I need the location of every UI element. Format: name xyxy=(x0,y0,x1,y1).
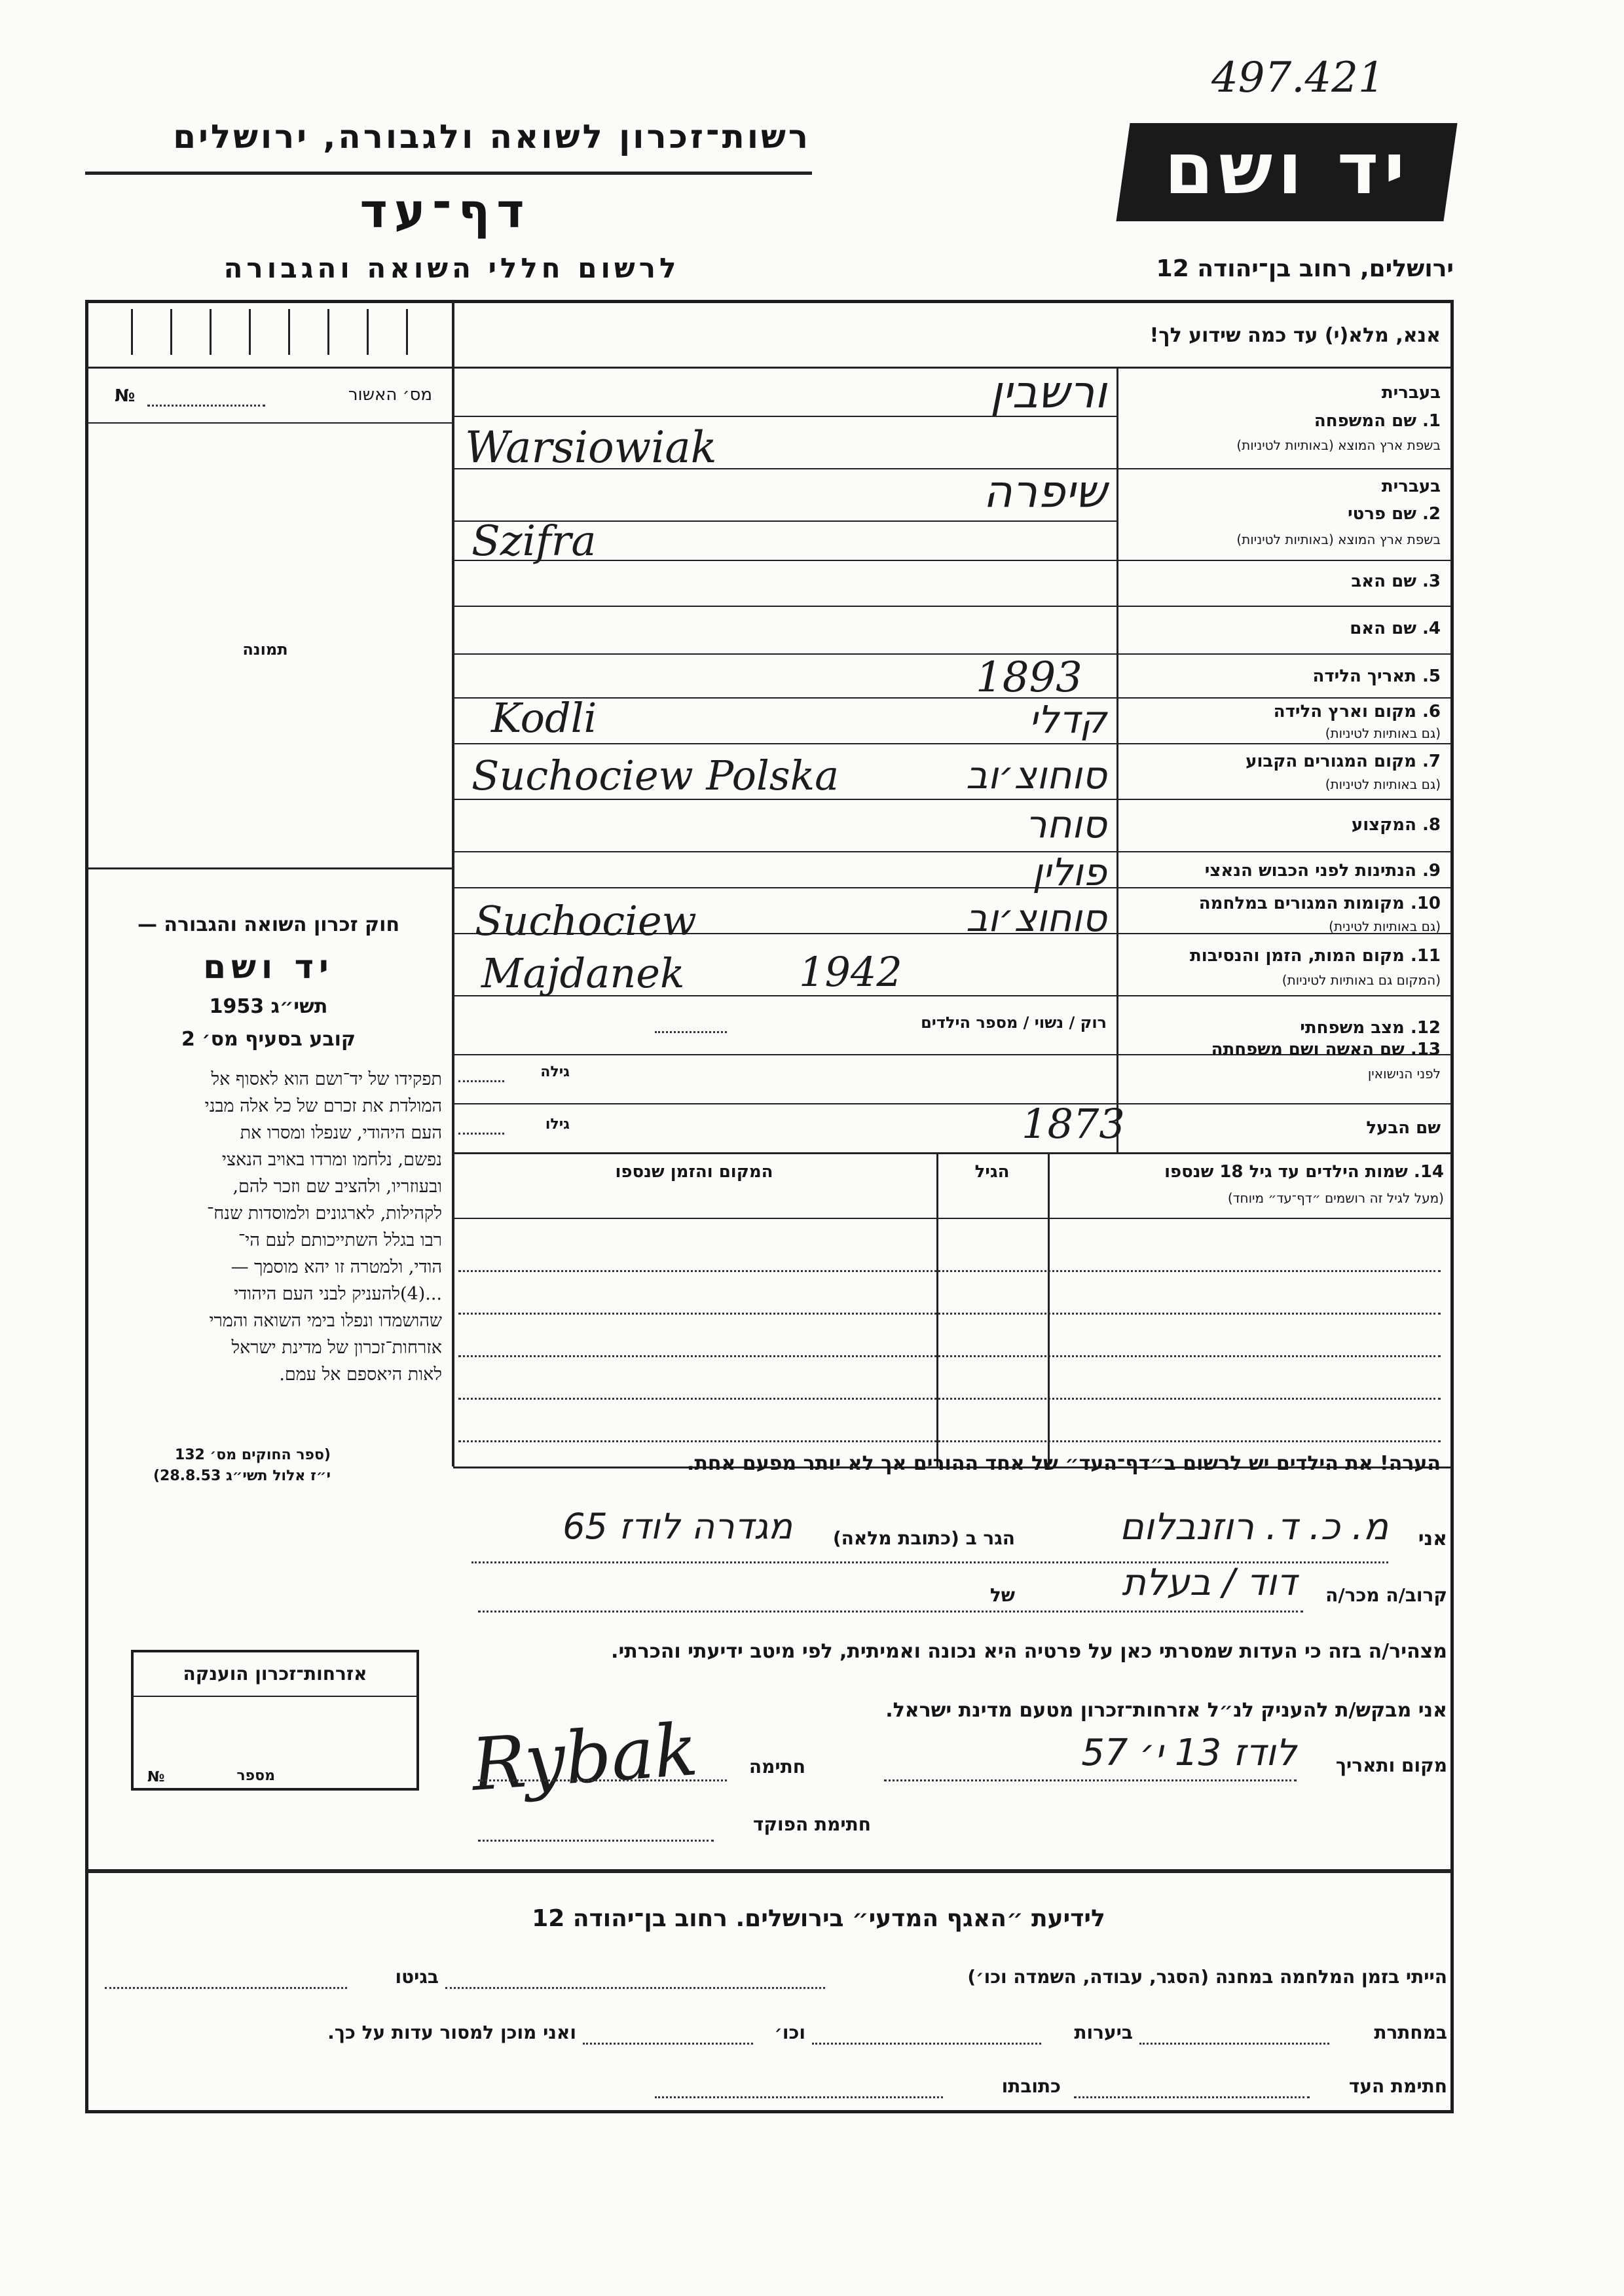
declarant-address: מגדרה לודז 65 xyxy=(563,1506,792,1547)
field-8-text: המקצוע xyxy=(1351,815,1416,835)
field-1-value-he: ורשבין xyxy=(989,367,1107,418)
institute-underline xyxy=(85,172,812,175)
declarant-i-label: אני xyxy=(1418,1527,1447,1550)
address: ירושלים, רחוב בן־יהודה 12 xyxy=(1156,255,1454,282)
in-hebrew-label-1: בעברית xyxy=(1381,383,1441,403)
footer-line1-b: בגיטו xyxy=(395,1966,439,1988)
photo-bottom-border xyxy=(86,867,452,869)
field-1-sub: בשפת ארץ המוצא (באותיות לטיניות) xyxy=(1236,437,1441,453)
relation-value: דוד / בעלת xyxy=(1122,1561,1297,1604)
field-5-num: 5. xyxy=(1422,666,1441,686)
footer-line1-a: הייתי בזמן המלחמה במחנה (הסגר, עבודה, השמדה וכו׳) xyxy=(967,1966,1447,1988)
declarant-name: מ. כ. ד. רוזנבלום xyxy=(1119,1506,1388,1548)
field-4-num: 4. xyxy=(1422,619,1441,638)
approval-no-sign: № xyxy=(115,386,136,406)
label-column-divider xyxy=(1116,367,1118,1152)
children-text: שמות הילדים עד גיל 18 שנספו xyxy=(1164,1162,1408,1182)
field-4-text: שם האם xyxy=(1350,619,1416,638)
field-1-label xyxy=(1126,411,1441,431)
footer-divider xyxy=(86,1869,1452,1873)
file-number: 497.421 xyxy=(1211,54,1385,102)
instruction: אנא, מלא(י) עד כמה שידוע לך! xyxy=(1149,324,1441,347)
husband-value: 1873 xyxy=(1022,1100,1125,1148)
approval-divider xyxy=(86,367,452,369)
field-4-label xyxy=(1126,619,1441,638)
footer-line2-a: במחתרת xyxy=(1374,2022,1447,2043)
law-line: רבו בגלל השתייכותם לעם הי־ xyxy=(238,1230,442,1250)
field-1-num: 1. xyxy=(1422,411,1441,431)
law-line: ובעוזריו, ולהציב שם וזכר להם, xyxy=(232,1176,442,1197)
husband-age-label: גילו xyxy=(545,1116,570,1133)
field-12-text: מצב משפחתי xyxy=(1300,1018,1405,1038)
law-clause: קובע בסעיף מס׳ 2 xyxy=(181,1028,356,1051)
field-12-value: רוק / נשוי / מספר הילדים xyxy=(921,1013,1107,1032)
field-2-num: 2. xyxy=(1422,504,1441,524)
yad-vashem-logo xyxy=(1116,123,1457,221)
law-line: לקהילות, לארגונים ולמוסדות שנח־ xyxy=(206,1203,442,1224)
field-2-sub: בשפת ארץ המוצא (באותיות לטיניות) xyxy=(1236,532,1441,547)
photo-label: תמונה xyxy=(242,640,288,659)
field-13-label xyxy=(1126,1040,1441,1059)
law-line: נפשם, נלחמו ומרדו באויב הנאצי xyxy=(221,1150,442,1170)
citizenship-number-sign: № xyxy=(147,1769,165,1785)
footer-title: לידיעת ״האגף המדעי״ בירושלים. רחוב בן־יהודה 12 xyxy=(532,1905,1105,1932)
field-12-num: 12. xyxy=(1410,1018,1441,1038)
left-panel-divider xyxy=(452,301,454,1467)
field-8-num: 8. xyxy=(1422,815,1441,835)
children-note: הערה! את הילדים יש לרשום ב״דף־העד״ של אחד ההורים אך לא יותר מפעם אחת. xyxy=(687,1452,1441,1475)
field-10-text: מקומות המגורים במלחמה xyxy=(1198,894,1405,913)
law-year: תשי״ג 1953 xyxy=(209,995,328,1018)
law-line: הודי, ולמטרה זו יהא מוסמך — xyxy=(231,1257,442,1277)
field-13-sub: לפני הנישואין xyxy=(1367,1066,1441,1082)
footer-line3-b: כתובתו xyxy=(1001,2075,1061,2097)
field-10-sub: (גם באותיות לטינית) xyxy=(1329,919,1441,934)
field-1-value-latin: Warsiowiak xyxy=(465,422,717,473)
field-11-value-latin: Majdanek xyxy=(481,949,685,997)
field-13-num: 13. xyxy=(1410,1040,1441,1059)
citizenship-number-label: מספר xyxy=(236,1768,275,1784)
field-3-num: 3. xyxy=(1422,572,1441,591)
field-9-value: פולין xyxy=(1032,850,1107,894)
logo-text: יד ושם xyxy=(1164,128,1411,210)
footer-line2-d: ואני מוכן למסור עדות על כך. xyxy=(327,2022,576,2043)
field-10-num: 10. xyxy=(1410,894,1441,913)
field-7-value-latin: Suchociew Polska xyxy=(471,752,840,799)
approval-boxes xyxy=(92,309,445,355)
field-11-sub: (המקום גם באותיות לטיניות) xyxy=(1282,972,1441,988)
field-10-value-he: סוחוצ׳וב xyxy=(966,896,1107,940)
field-9-text: הנתינות לפני הכבוש הנאצי xyxy=(1204,861,1416,881)
field-7-num: 7. xyxy=(1422,752,1441,771)
place-date-label: מקום ותאריך xyxy=(1335,1755,1447,1776)
relative-label: קרוב/ה מכר/ה xyxy=(1325,1584,1447,1606)
field-8-value: סוחר xyxy=(1025,802,1107,847)
field-7-text: מקום המגורים הקבוע xyxy=(1246,752,1416,771)
law-line: העם היהודי, שנפלו ומסרו את xyxy=(240,1123,442,1143)
law-yad-vashem: יד ושם xyxy=(203,948,334,986)
field-6-value-latin: Kodli xyxy=(491,694,597,742)
field-10-label xyxy=(1126,894,1441,913)
field-2-text: שם פרטי xyxy=(1348,504,1416,524)
law-line: שהושמדו ונפלו בימי השואה והמרי xyxy=(209,1311,442,1331)
field-6-sub: (גם באותיות לטיניות) xyxy=(1325,725,1441,741)
field-6-label xyxy=(1126,702,1441,721)
form-subtitle: לרשום חללי השואה והגבורה xyxy=(223,252,680,284)
approval-dots xyxy=(147,405,265,407)
field-5-text: תאריך הלידה xyxy=(1312,666,1416,686)
citizenship-title: אזרחות־זכרון הוענקה xyxy=(183,1663,367,1685)
field-13-age-label: גילה xyxy=(540,1064,570,1080)
field-11-text: מקום המות, הזמן והנסיבות xyxy=(1190,946,1405,966)
law-title: חוק זכרון השואה והגבורה — xyxy=(137,913,400,936)
field-2-label xyxy=(1126,504,1441,524)
field-3-text: שם האב xyxy=(1351,572,1416,591)
resident-label: הגר ב (כתובת מלאה) xyxy=(832,1527,1015,1549)
of-label: של xyxy=(989,1584,1015,1606)
footer-line3-a: חתימת העד xyxy=(1348,2075,1447,2097)
institute-name: רשות־זכרון לשואה ולגבורה, ירושלים xyxy=(173,118,811,156)
in-hebrew-label-2: בעברית xyxy=(1381,477,1441,496)
citation-1: (ספר החוקים מס׳ 132 xyxy=(174,1447,331,1463)
field-11-num: 11. xyxy=(1410,946,1441,966)
field-5-label xyxy=(1126,666,1441,686)
photo-top-border xyxy=(86,422,452,424)
field-5-value: 1893 xyxy=(976,653,1082,702)
field-11-value-he: 1942 xyxy=(799,948,902,996)
field-13-text: שם האשה ושם משפחתה xyxy=(1211,1040,1405,1059)
declaration: מצהיר/ה בזה כי העדות שמסרתי כאן על פרטיה היא נכונה ואמיתית, לפי מיטב ידיעתי והכרתי. xyxy=(611,1640,1447,1663)
law-body xyxy=(95,1066,442,1388)
law-line: אזרחות־זכרון של מדינת ישראל xyxy=(231,1338,442,1358)
field-6-value-he: קדלי xyxy=(1029,697,1107,742)
law-line: תפקידו של יד־ושם הוא לאסוף אל xyxy=(211,1069,442,1089)
field-2-value-he: שיפרה xyxy=(983,466,1107,518)
field-10-value-latin: Suchociew xyxy=(475,897,697,945)
approval-label: מס׳ האשור xyxy=(348,385,432,405)
children-sub: (מעל לגיל זה רושמים ״דף־עד״ מיוחד) xyxy=(1227,1190,1444,1206)
field-9-num: 9. xyxy=(1422,861,1441,881)
signature-value: Rybak xyxy=(468,1707,701,1807)
law-line: לאות היאספם אל עמם. xyxy=(279,1364,442,1385)
law-line: המולדת את זכרם של כל אלה מבני xyxy=(204,1096,442,1116)
children-col-place: המקום והזמן שנספו xyxy=(615,1162,773,1182)
form-title: דף־עד xyxy=(360,183,531,238)
field-11-label xyxy=(1126,946,1441,966)
place-date-value: לודז 13 י׳ 57 xyxy=(1081,1732,1297,1774)
field-9-label xyxy=(1126,861,1441,881)
field-3-label xyxy=(1126,572,1441,591)
field-7-value-he: סוחוצ׳וב xyxy=(966,753,1107,797)
field-7-sub: (גם באותיות לטיניות) xyxy=(1325,776,1441,792)
officer-label: חתימת הפוקד xyxy=(752,1813,871,1835)
citation-2: י״ז אלול תשי״ג 28.8.53) xyxy=(153,1468,331,1484)
footer-line2-c: וכו׳ xyxy=(774,2022,805,2043)
field-2-value-latin: Szifra xyxy=(471,517,597,566)
children-col-age: הגיל xyxy=(974,1162,1010,1182)
field-7-label xyxy=(1126,752,1441,771)
field-8-label xyxy=(1126,815,1441,835)
field-1-text: שם המשפחה xyxy=(1314,411,1416,431)
children-label xyxy=(1054,1162,1444,1182)
field-12-label xyxy=(1126,1018,1441,1038)
law-line: ...(4)להעניק לבני העם היהודי xyxy=(234,1284,442,1304)
request: אני מבקש/ת להעניק לנ״ל אזרחות־זכרון מטעם מדינת ישראל. xyxy=(885,1699,1447,1722)
footer-line2-b: ביערות xyxy=(1074,2022,1133,2043)
field-6-num: 6. xyxy=(1422,702,1441,721)
field-6-text: מקום וארץ הלידה xyxy=(1273,702,1416,721)
husband-label: שם הבעל xyxy=(1366,1118,1441,1138)
signature-label: חתימה xyxy=(748,1756,805,1777)
children-num: 14. xyxy=(1413,1162,1444,1182)
